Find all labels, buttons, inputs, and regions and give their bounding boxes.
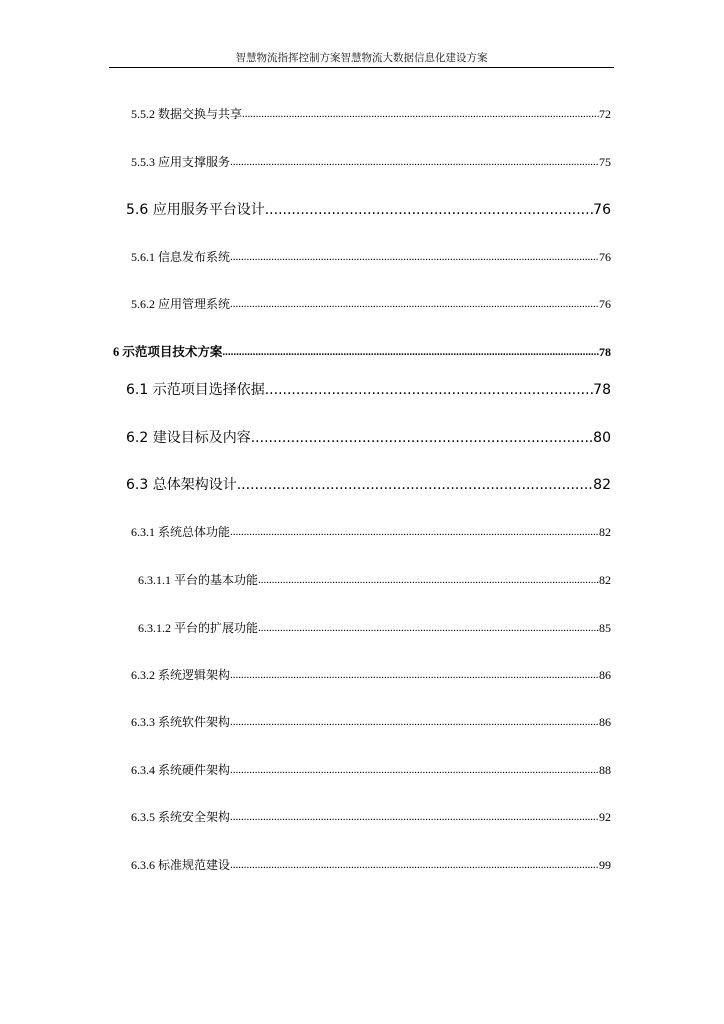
- toc-entry-number: 6.2: [126, 430, 153, 446]
- toc-entry-title: 建设目标及内容: [152, 430, 251, 446]
- toc-leader-dots: [230, 763, 599, 778]
- toc-entry[interactable]: [131, 763, 611, 778]
- toc-entry-title: 数据交换与共享: [158, 107, 243, 121]
- toc-entry-label: [126, 429, 251, 447]
- toc-leader-dots: [230, 525, 599, 540]
- toc-entry-label: [138, 573, 258, 588]
- toc-entry-label: [131, 107, 242, 122]
- toc-page-number: 82: [593, 477, 611, 493]
- toc-entry-number: 5.6.2: [131, 297, 158, 311]
- toc-entry[interactable]: [126, 201, 611, 219]
- header-title: 智慧物流指挥控制方案智慧物流大数据信息化建设方案: [235, 52, 488, 64]
- toc-entry-title: 系统软件架构: [158, 715, 231, 729]
- toc-entry-number: 6.3.1.1: [138, 573, 174, 587]
- toc-entry-title: 标准规范建设: [158, 858, 231, 872]
- toc-entry[interactable]: [131, 858, 611, 873]
- toc-entry-number: 6.3.5: [131, 810, 158, 824]
- toc-entry[interactable]: [131, 297, 611, 312]
- toc-entry-title: 系统安全架构: [158, 810, 231, 824]
- toc-entry-number: 6.3.4: [131, 763, 158, 777]
- toc-entry-number: 6: [113, 345, 123, 359]
- toc-entry[interactable]: [131, 155, 611, 170]
- toc-entry-label: [138, 621, 258, 636]
- toc-page-number: 78: [599, 345, 611, 359]
- toc-entry[interactable]: [131, 715, 611, 730]
- toc-entry-title: 平台的基本功能: [174, 573, 259, 587]
- toc-entry-title: 应用支撑服务: [158, 155, 231, 169]
- toc-leader-dots: [230, 155, 599, 170]
- toc-entry[interactable]: [131, 810, 611, 825]
- toc-leader-dots: [237, 476, 593, 494]
- toc-page-number: 76: [593, 202, 611, 218]
- toc-leader-dots: [265, 381, 593, 399]
- toc-entry-title: 应用服务平台设计: [152, 202, 265, 218]
- toc-entry-title: 信息发布系统: [158, 250, 231, 264]
- toc-leader-dots: [230, 250, 599, 265]
- toc-entry-number: 6.3.1: [131, 525, 158, 539]
- toc-entry-label: [131, 763, 230, 778]
- toc-leader-dots: [251, 429, 593, 447]
- toc-entry-number: 5.5.2: [131, 107, 158, 121]
- toc-page-number: 75: [599, 155, 611, 169]
- toc-entry[interactable]: [126, 476, 611, 494]
- toc-entry-number: 6.3.1.2: [138, 621, 174, 635]
- toc-entry-label: [131, 525, 230, 540]
- toc-entry[interactable]: [126, 381, 611, 399]
- toc-page-number: 72: [599, 107, 611, 121]
- toc-page-number: 99: [599, 858, 611, 872]
- toc-entry-label: [126, 476, 237, 494]
- toc-page-number: 80: [593, 430, 611, 446]
- toc-page-number: 92: [599, 810, 611, 824]
- toc-leader-dots: [230, 297, 599, 312]
- toc-leader-dots: [230, 715, 599, 730]
- toc-entry-title: 系统总体功能: [158, 525, 231, 539]
- toc-entry-label: [131, 858, 230, 873]
- toc-entry[interactable]: [113, 344, 611, 360]
- toc-page-number: 86: [599, 715, 611, 729]
- toc-entry-number: 6.3.3: [131, 715, 158, 729]
- toc-entry-title: 应用管理系统: [158, 297, 231, 311]
- toc-entry-title: 示范项目选择依据: [152, 382, 265, 398]
- toc-entry-label: [131, 155, 230, 170]
- toc-entry[interactable]: [138, 573, 611, 588]
- toc-entry-number: 6.3: [126, 477, 153, 493]
- toc-page-number: 85: [599, 621, 611, 635]
- toc-leader-dots: [222, 344, 599, 360]
- toc-entry-title: 示范项目技术方案: [122, 344, 223, 359]
- toc-leader-dots: [258, 621, 599, 636]
- toc-entry-number: 6.3.2: [131, 668, 158, 682]
- toc-entry[interactable]: [131, 525, 611, 540]
- toc-entry-label: [131, 250, 230, 265]
- toc-entry[interactable]: [131, 250, 611, 265]
- toc-page-number: 76: [599, 297, 611, 311]
- toc-entry-label: [126, 381, 265, 399]
- toc-entry-number: 5.6.1: [131, 250, 158, 264]
- toc-entry-label: [113, 344, 222, 360]
- toc-entry-label: [131, 810, 230, 825]
- toc-entry-title: 总体架构设计: [152, 477, 237, 493]
- toc-page-number: 86: [599, 668, 611, 682]
- toc-leader-dots: [258, 573, 599, 588]
- toc-entry[interactable]: [131, 107, 611, 122]
- toc-leader-dots: [265, 201, 593, 219]
- toc-page-number: 78: [593, 382, 611, 398]
- toc-entry-label: [131, 715, 230, 730]
- toc-entry-number: 5.6: [126, 202, 153, 218]
- toc-page-number: 76: [599, 250, 611, 264]
- toc-page-number: 88: [599, 763, 611, 777]
- toc-entry-label: [131, 297, 230, 312]
- toc-entry[interactable]: [126, 429, 611, 447]
- toc-entry-number: 6.1: [126, 382, 153, 398]
- toc-page-number: 82: [599, 525, 611, 539]
- toc-entry-label: [131, 668, 230, 683]
- toc-entry-number: 6.3.6: [131, 858, 158, 872]
- toc-leader-dots: [230, 810, 599, 825]
- toc-entry-label: [126, 201, 265, 219]
- toc-entry-title: 系统逻辑架构: [158, 668, 231, 682]
- toc-leader-dots: [230, 858, 599, 873]
- toc-entry-title: 系统硬件架构: [158, 763, 231, 777]
- toc-leader-dots: [242, 107, 599, 122]
- toc-entry-number: 5.5.3: [131, 155, 158, 169]
- toc-entry[interactable]: [138, 621, 611, 636]
- toc-entry[interactable]: [131, 668, 611, 683]
- toc-page-number: 82: [599, 573, 611, 587]
- toc-entry-title: 平台的扩展功能: [174, 621, 259, 635]
- toc-leader-dots: [230, 668, 599, 683]
